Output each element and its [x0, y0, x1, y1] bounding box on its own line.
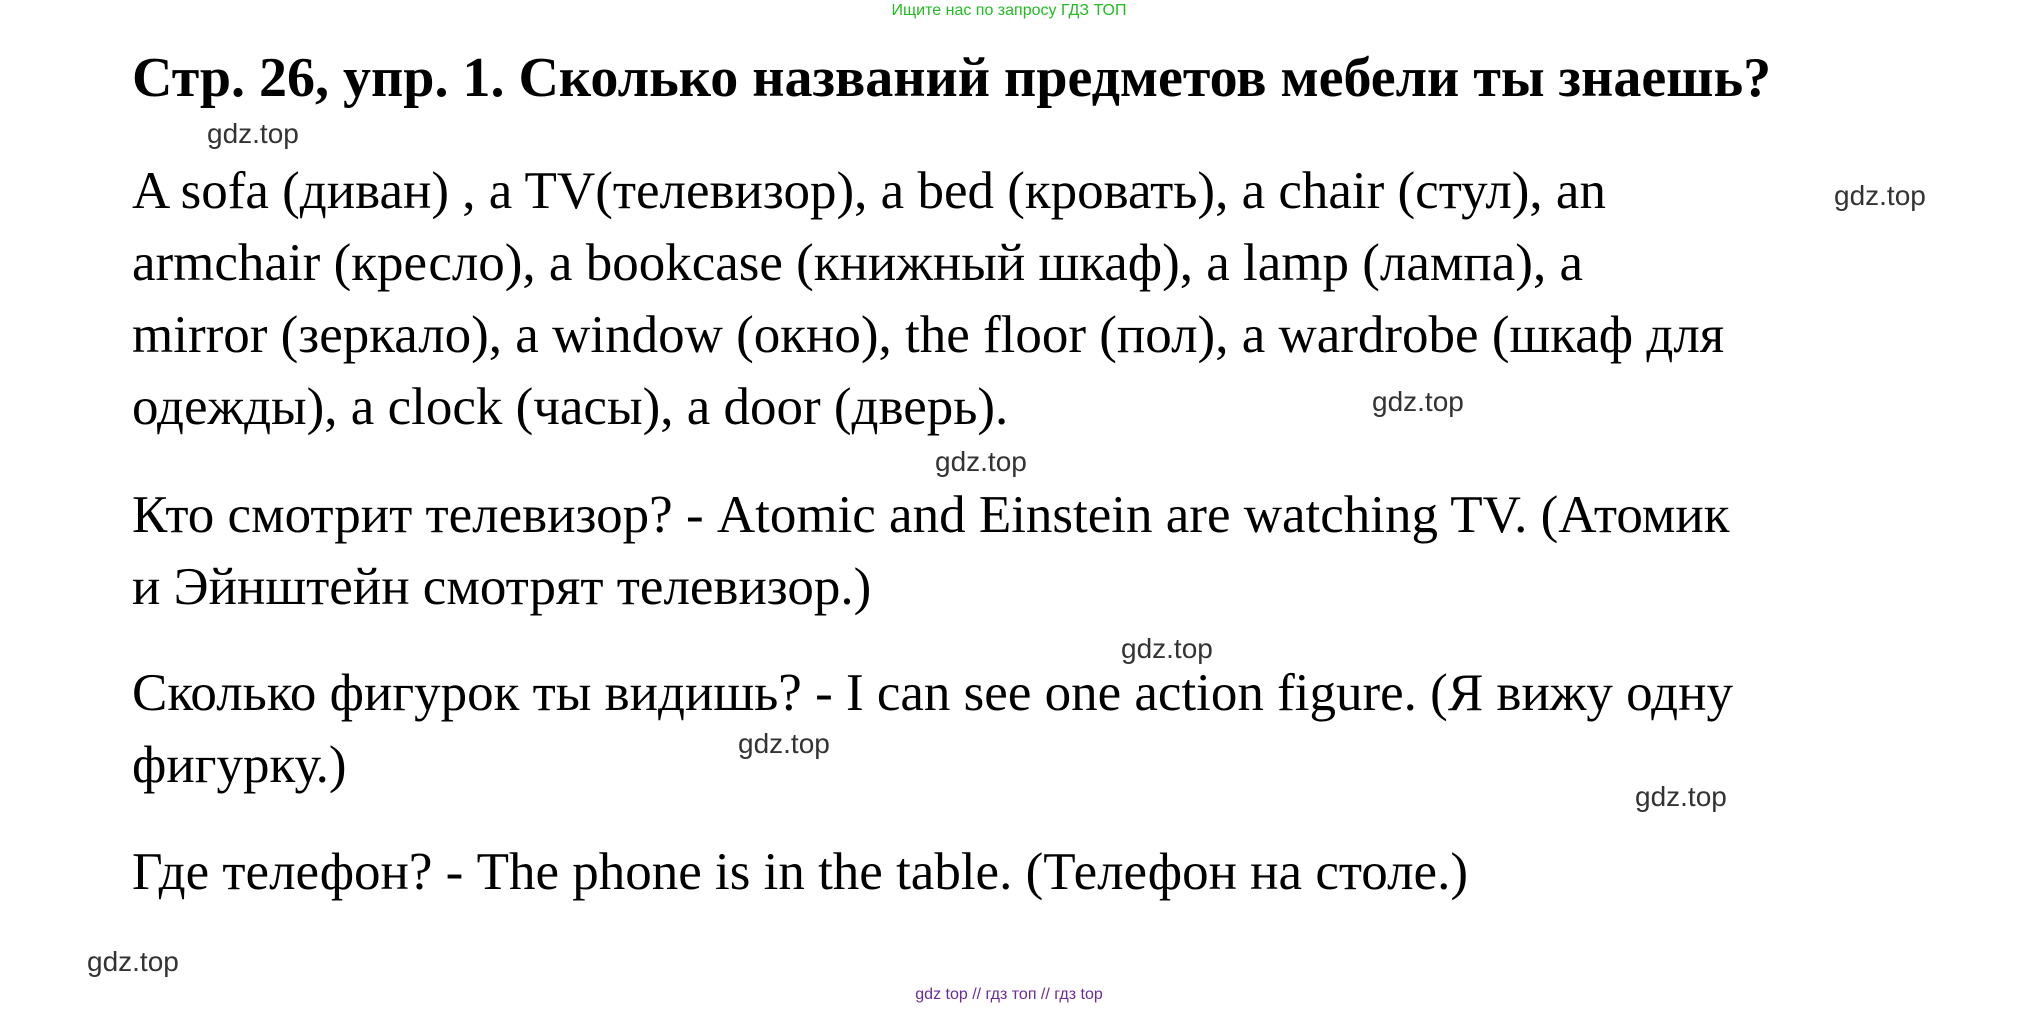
- text-line: и Эйнштейн смотрят телевизор.): [132, 558, 872, 616]
- text-line: фигурку.): [132, 736, 347, 794]
- text-line: mirror (зеркало), a window (окно), the floor (пол), a wardrobe (шкаф для: [132, 306, 1725, 364]
- watermark: gdz.top: [1121, 633, 1213, 664]
- search-hint-banner: Ищите нас по запросу ГДЗ ТОП: [891, 2, 1127, 19]
- text-line: Кто смотрит телевизор? - Atomic and Einstein are watching TV. (Атомик: [132, 486, 1730, 544]
- footer-links: gdz top // гдз топ // гдз top: [915, 986, 1103, 1003]
- watermark: gdz.top: [87, 946, 179, 977]
- page-title: Стр. 26, упр. 1. Сколько названий предметов мебели ты знаешь?: [132, 47, 1772, 109]
- watermark: gdz.top: [1834, 180, 1926, 211]
- text-line: одежды), a clock (часы), a door (дверь).: [132, 378, 1009, 436]
- answer-paragraph-figures: [132, 657, 1932, 801]
- text-line: Сколько фигурок ты видишь? - I can see one action figure. (Я вижу одну: [132, 664, 1733, 722]
- watermark: gdz.top: [1635, 781, 1727, 812]
- watermark: gdz.top: [207, 118, 299, 149]
- answer-paragraph-tv: [132, 479, 1932, 623]
- watermark: gdz.top: [738, 728, 830, 759]
- text-line: Где телефон? - The phone is in the table. (Телефон на столе.): [132, 843, 1468, 901]
- text-line: A sofa (диван) , a TV(телевизор), a bed (кровать), a chair (стул), an: [132, 162, 1606, 220]
- answer-paragraph-furniture: [132, 155, 1932, 443]
- watermark: gdz.top: [935, 446, 1027, 477]
- answer-paragraph-phone: [132, 836, 1932, 908]
- text-line: armchair (кресло), a bookcase (книжный шкаф), a lamp (лампа), a: [132, 234, 1583, 292]
- watermark: gdz.top: [1372, 386, 1464, 417]
